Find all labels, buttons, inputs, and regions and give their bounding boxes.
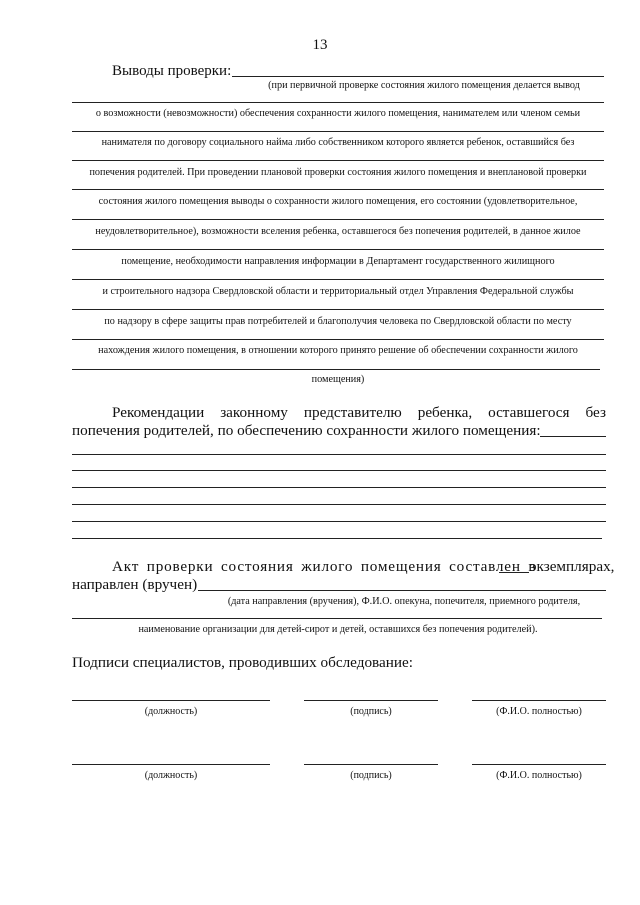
signature-line-position[interactable] bbox=[72, 764, 270, 765]
conclusions-note-line: нахождения жилого помещения, в отношении которого принято решение об обеспечении сохранности жилого bbox=[98, 345, 578, 356]
fill-line bbox=[72, 279, 604, 280]
fill-line bbox=[72, 160, 604, 161]
fill-line bbox=[232, 76, 604, 77]
copies-count-blank[interactable] bbox=[499, 572, 529, 573]
fill-line bbox=[72, 219, 604, 220]
conclusions-note-line: и строительного надзора Свердловской области и территориальный отдел Управления Федеральной службы bbox=[102, 286, 574, 297]
signature-line-position[interactable] bbox=[72, 700, 270, 701]
fill-line bbox=[72, 504, 606, 505]
fill-line bbox=[72, 470, 606, 471]
fill-line bbox=[72, 102, 604, 103]
recommendations-word: Рекомендации bbox=[112, 404, 205, 421]
signature-line-signature[interactable] bbox=[304, 764, 438, 765]
conclusions-note-line: попечения родителей. При проведении плановой проверки состояния жилого помещения и внеплановой проверки bbox=[89, 167, 587, 178]
recommendations-word: законному bbox=[220, 404, 288, 421]
position-caption: (должность) bbox=[144, 770, 198, 781]
fill-line bbox=[72, 339, 604, 340]
recommendations-word: представителю bbox=[303, 404, 402, 421]
signature-line-name[interactable] bbox=[472, 764, 606, 765]
signatures-heading: Подписи специалистов, проводивших обследование: bbox=[72, 654, 413, 671]
signature-caption: (подпись) bbox=[350, 706, 392, 717]
fill-line bbox=[540, 436, 606, 437]
conclusions-note-line: нанимателя по договору социального найма либо собственником которого является ребенок, оставшийся без bbox=[101, 137, 575, 148]
recommendations-line-1 bbox=[112, 404, 606, 422]
fill-line bbox=[72, 454, 606, 455]
fill-line bbox=[72, 189, 604, 190]
fill-line bbox=[72, 521, 606, 522]
fill-line bbox=[72, 249, 604, 250]
fill-line bbox=[198, 590, 606, 591]
fill-line bbox=[72, 369, 600, 370]
name-caption: (Ф.И.О. полностью) bbox=[496, 706, 582, 717]
conclusions-note-line: (при первичной проверке состояния жилого помещения делается вывод bbox=[268, 80, 580, 91]
conclusions-note-line: состояния жилого помещения выводы о сохранности жилого помещения, его состоянии (удовлетворительное, bbox=[98, 196, 578, 207]
page-number: 13 bbox=[312, 37, 328, 53]
conclusions-note-line: о возможности (невозможности) обеспечения сохранности жилого помещения, нанимателем или членом семьи bbox=[95, 108, 581, 119]
fill-line bbox=[72, 131, 604, 132]
recommendations-line-2: попечения родителей, по обеспечению сохранности жилого помещения: bbox=[72, 422, 541, 439]
fill-line bbox=[72, 309, 604, 310]
conclusions-note-line: неудовлетворительное), возможности вселения ребенка, оставшегося без попечения родителей, в данное жилое bbox=[95, 226, 581, 237]
conclusions-heading: Выводы проверки: bbox=[112, 63, 232, 79]
conclusions-note-line: помещения) bbox=[311, 374, 365, 385]
conclusions-note-line: помещение, необходимости направления информации в Департамент государственного жилищного bbox=[121, 256, 555, 267]
recommendations-word: ребенка, bbox=[417, 404, 473, 421]
signature-caption: (подпись) bbox=[350, 770, 392, 781]
name-caption: (Ф.И.О. полностью) bbox=[496, 770, 582, 781]
conclusions-note-line: по надзору в сфере защиты прав потребителей и благополучия человека по Свердловской области по месту bbox=[104, 316, 572, 327]
act-line-2: направлен (вручен) bbox=[72, 576, 198, 593]
act-note-1: (дата направления (вручения), Ф.И.О. опекуна, попечителя, приемного родителя, bbox=[227, 596, 581, 607]
recommendations-word: оставшегося bbox=[488, 404, 570, 421]
signature-line-signature[interactable] bbox=[304, 700, 438, 701]
fill-line bbox=[72, 538, 602, 539]
act-line-1-prefix: Акт проверки состояния жилого помещения составлен в bbox=[112, 558, 537, 575]
act-line-1 bbox=[112, 558, 615, 576]
act-line-1-suffix: экземплярах, bbox=[530, 558, 615, 575]
fill-line bbox=[72, 618, 602, 619]
position-caption: (должность) bbox=[144, 706, 198, 717]
signature-line-name[interactable] bbox=[472, 700, 606, 701]
act-note-2: наименование организации для детей-сирот и детей, оставшихся без попечения родителей). bbox=[138, 624, 538, 635]
recommendations-word: без bbox=[585, 404, 606, 421]
fill-line bbox=[72, 487, 606, 488]
